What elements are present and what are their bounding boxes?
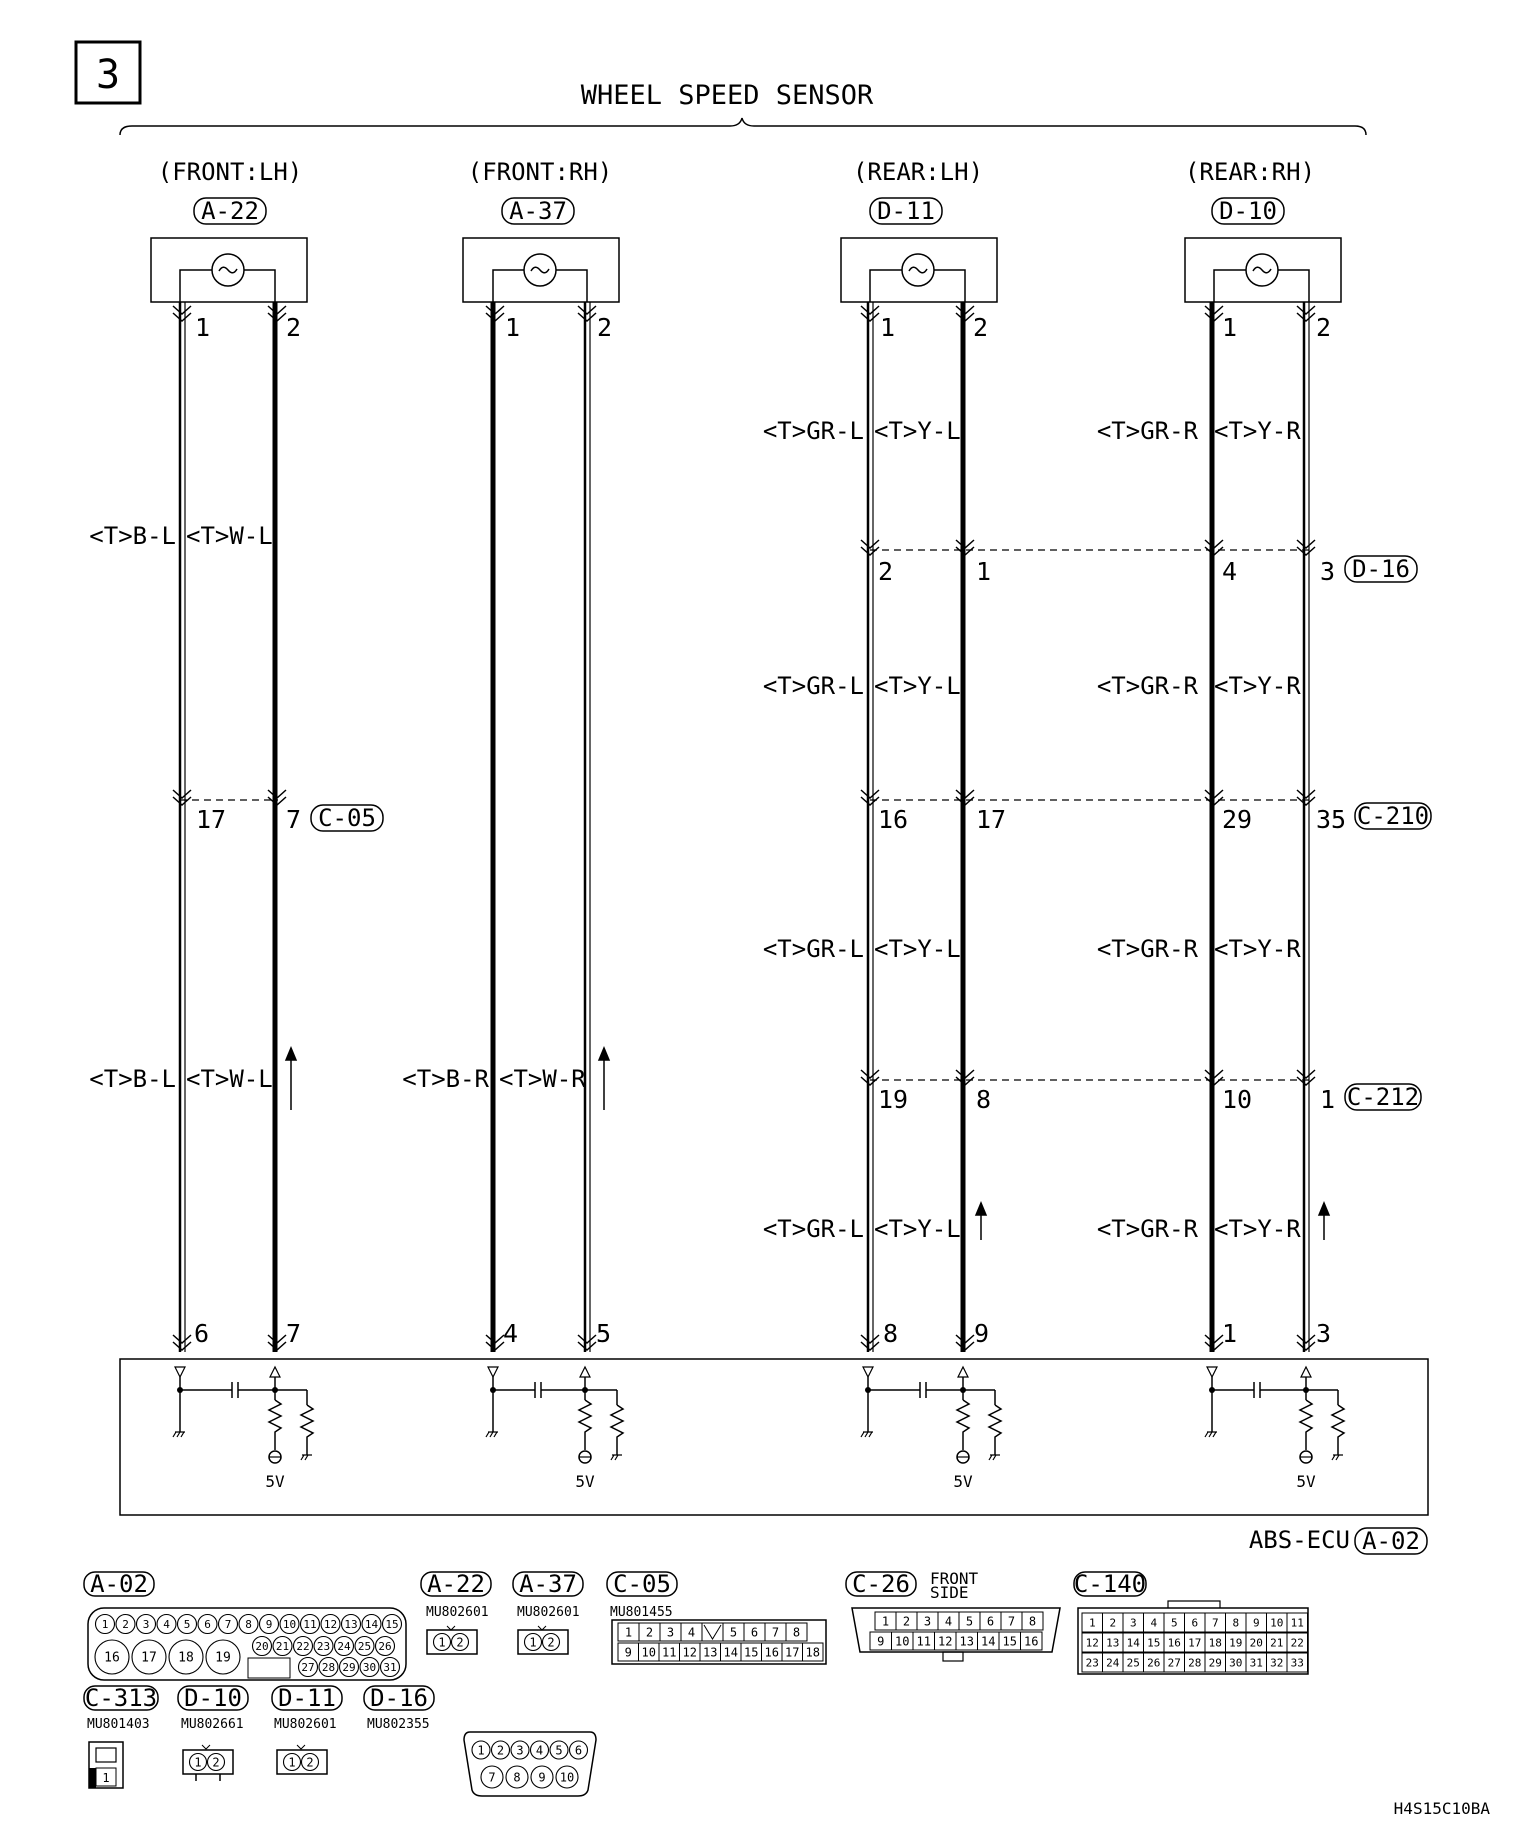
pin-number: 13: [1106, 1636, 1120, 1650]
connector-view-c26: [846, 1569, 1060, 1661]
pin-number: 1: [529, 1635, 537, 1650]
pin-number: 8: [792, 1625, 801, 1640]
pin-number: 3: [923, 1614, 932, 1629]
pin-number: 8: [245, 1617, 252, 1631]
pin-number: 8: [1232, 1616, 1240, 1630]
pin-number: 1: [881, 1614, 890, 1629]
d16-pin-row: [481, 1766, 578, 1788]
ecu-channel-rear-lh: [861, 1367, 1001, 1491]
sine-icon: [1253, 267, 1271, 273]
pin-number: 30: [362, 1660, 377, 1674]
pin-number: 8: [883, 1319, 899, 1348]
pin-number: 22: [1290, 1636, 1304, 1650]
pin-number: 2: [878, 557, 894, 586]
wire-color: <T>Y-R: [1214, 672, 1301, 700]
pin-number: 31: [1249, 1656, 1263, 1670]
pin-number: 16: [1167, 1636, 1181, 1650]
pin-number: 5: [965, 1614, 974, 1629]
ecu-name: ABS-ECU: [1248, 1526, 1350, 1554]
c05-pin-row: [618, 1623, 807, 1641]
pin-number: 24: [1106, 1656, 1120, 1670]
pin-number: 3: [1129, 1616, 1137, 1630]
pin-number: 7: [224, 1617, 232, 1631]
d11-pin-row: [284, 1754, 319, 1771]
pin-number: 10: [1270, 1616, 1284, 1630]
pin-number: 3: [142, 1617, 150, 1631]
pin-number: 14: [364, 1617, 379, 1631]
page-number-box: [76, 42, 140, 103]
wire-color: <T>Y-L: [874, 935, 961, 963]
pin-number: 10: [559, 1770, 575, 1785]
ecu-channel-front-rh: [486, 1367, 623, 1491]
junction-connector-label: C-210: [1356, 802, 1430, 830]
pin-number: 1: [101, 1617, 109, 1631]
pin-number: 1: [438, 1635, 446, 1650]
pin-number: 17: [785, 1645, 800, 1660]
pin-number: 28: [1188, 1656, 1202, 1670]
pin-number: 17: [1188, 1636, 1202, 1650]
pin-number: 13: [959, 1634, 974, 1649]
pin-number: 15: [385, 1617, 399, 1631]
pin-number: 33: [1290, 1656, 1304, 1670]
connector-view-d11: [272, 1684, 342, 1774]
pin-number: 4: [687, 1625, 696, 1640]
sensor-position-label: (REAR:RH): [1184, 158, 1316, 186]
pin-number: 4: [1222, 557, 1238, 586]
page-number: 3: [95, 52, 121, 98]
pin-number: 2: [456, 1635, 464, 1650]
wire-color: <T>Y-L: [874, 672, 961, 700]
connector-view-a37: [513, 1570, 583, 1654]
pin-number: 2: [306, 1755, 314, 1770]
d16-pin-row: [472, 1741, 588, 1759]
pin-number: 19: [1229, 1636, 1243, 1650]
pin-number: 1: [624, 1625, 633, 1640]
pin-number: 1: [194, 1755, 202, 1770]
sensor-box-front-lh: [151, 238, 307, 302]
wire-color: <T>W-R: [499, 1065, 586, 1093]
wire-color: <T>W-L: [186, 522, 273, 550]
connector-view-label: A-02: [90, 1570, 148, 1598]
wire-front-lh-a: [180, 302, 185, 1352]
pin-number: 25: [357, 1639, 372, 1653]
wire-color: <T>GR-R: [1096, 935, 1198, 963]
wire-color: <T>Y-L: [874, 417, 961, 445]
pin-number: 10: [641, 1645, 656, 1660]
sensor-rear-rh: [1185, 158, 1315, 225]
pin-number: 17: [196, 805, 227, 834]
c26-pin-row: [870, 1632, 1042, 1650]
supply-voltage-label: 5V: [1296, 1472, 1316, 1491]
pin-number: 18: [805, 1645, 820, 1660]
connector-note: FRONT: [930, 1569, 979, 1588]
pin-number: 20: [1249, 1636, 1263, 1650]
wire-rear-rh-b: [1304, 302, 1309, 1352]
connector-view-label: D-16: [370, 1684, 428, 1712]
pin-number: 6: [1191, 1616, 1199, 1630]
wire-color: <T>Y-R: [1214, 935, 1301, 963]
sine-icon: [909, 267, 927, 273]
c140-pin-row: [1082, 1633, 1308, 1652]
wire-color: <T>B-L: [89, 522, 176, 550]
ecu-channel-rear-rh: [1205, 1367, 1344, 1491]
pin-number: 21: [275, 1639, 290, 1653]
pin-number: 6: [204, 1617, 211, 1631]
pin-number: 2: [973, 313, 989, 342]
connector-view-a22: [421, 1570, 491, 1654]
pin-number: 15: [1002, 1634, 1017, 1649]
a02-pin-row: [96, 1615, 402, 1634]
pin-number: 30: [1229, 1656, 1243, 1670]
pin-number: 1: [1222, 1319, 1238, 1348]
pin-number: 3: [516, 1743, 524, 1758]
wire-color: <T>GR-L: [762, 672, 864, 700]
pin-number: 18: [178, 1650, 194, 1666]
connector-view-label: C-26: [852, 1570, 910, 1598]
pin-number: 26: [378, 1639, 392, 1653]
wire-color: <T>Y-L: [874, 1215, 961, 1243]
pin-number: 4: [163, 1617, 170, 1631]
pin-number: 19: [878, 1085, 909, 1114]
wire-color: <T>GR-L: [762, 1215, 864, 1243]
pin-number: 5: [729, 1625, 738, 1640]
connector-view-label: D-11: [278, 1684, 336, 1712]
key-block: [248, 1658, 290, 1678]
connector-view-c140: [1074, 1570, 1308, 1674]
wire-color: <T>B-L: [89, 1065, 176, 1093]
pin-number: 16: [764, 1645, 779, 1660]
wire-color: <T>Y-R: [1214, 417, 1301, 445]
pin-number: 4: [535, 1743, 544, 1758]
connector-note: SIDE: [930, 1583, 969, 1602]
pin-number: 9: [1252, 1616, 1260, 1630]
pin-number: 18: [1208, 1636, 1222, 1650]
connector-view-label: A-37: [519, 1570, 577, 1598]
pin-number: 17: [976, 805, 1007, 834]
pin-number: 7: [1007, 1614, 1016, 1629]
diagram-title: WHEEL SPEED SENSOR: [580, 80, 874, 111]
sensor-connector-label: A-37: [509, 197, 567, 225]
pin-number: 29: [1208, 1656, 1222, 1670]
part-number: MU802601: [517, 1605, 580, 1620]
pin-number: 1: [477, 1743, 485, 1758]
sensor-position-label: (FRONT:RH): [467, 158, 613, 186]
pin-number: 7: [286, 1319, 302, 1348]
wire-color: <T>GR-L: [762, 417, 864, 445]
pin-number: 11: [916, 1634, 931, 1649]
pin-number: 12: [1085, 1636, 1099, 1650]
pin-number: 35: [1316, 805, 1347, 834]
pin-number: 13: [344, 1617, 358, 1631]
ecu-channel-front-lh: [173, 1367, 313, 1491]
pin-number: 8: [1028, 1614, 1037, 1629]
supply-voltage-label: 5V: [265, 1472, 285, 1491]
pin-number: 3: [1320, 557, 1336, 586]
pin-number: 1: [102, 1771, 110, 1785]
sensor-connector-label: D-11: [877, 197, 935, 225]
pin-number: 9: [538, 1770, 546, 1785]
part-number: MU801403: [87, 1717, 150, 1732]
sensor-pin-numbers: [195, 313, 1331, 342]
pin-number: 1: [505, 313, 521, 342]
pin-number: 8: [513, 1770, 521, 1785]
sensor-position-label: (FRONT:LH): [157, 158, 303, 186]
wire-front-rh-b: [585, 302, 590, 1352]
pin-number: 10: [1222, 1085, 1253, 1114]
pin-number: 16: [104, 1650, 120, 1666]
pin-number: 12: [682, 1645, 697, 1660]
connector-view-label: C-05: [613, 1570, 671, 1598]
pin-number: 15: [1147, 1636, 1161, 1650]
sensor-connector-label: D-10: [1219, 197, 1277, 225]
wire-color-labels: [89, 417, 1301, 1243]
pin-number: 24: [337, 1639, 351, 1653]
pin-number: 1: [1222, 313, 1238, 342]
wire-color: <T>GR-R: [1096, 1215, 1198, 1243]
pin-number: 6: [750, 1625, 759, 1640]
pin-number: 2: [902, 1614, 911, 1629]
ecu-label: [1249, 1526, 1427, 1555]
wire-color: <T>GR-R: [1096, 417, 1198, 445]
pin-number: 3: [1316, 1319, 1332, 1348]
a02-pin-row: [299, 1658, 400, 1677]
pin-number: 7: [286, 805, 302, 834]
pin-number: 16: [878, 805, 909, 834]
pin-number: 13: [703, 1645, 718, 1660]
pin-number: 16: [1024, 1634, 1039, 1649]
pin-number: 2: [212, 1755, 220, 1770]
connector-view-label: D-10: [184, 1684, 242, 1712]
pin-number: 12: [938, 1634, 953, 1649]
pin-number: 28: [321, 1660, 336, 1674]
pin-number: 17: [141, 1650, 157, 1666]
pin-number: 29: [1222, 805, 1253, 834]
sensor-front-rh: [468, 158, 613, 225]
pin-number: 4: [1150, 1616, 1158, 1630]
pin-number: 6: [574, 1743, 583, 1758]
sensor-position-label: (REAR:LH): [852, 158, 984, 186]
pin-number: 4: [944, 1614, 953, 1629]
pin-number: 2: [645, 1625, 654, 1640]
connector-view-c05: [607, 1570, 826, 1664]
pin-number: 8: [976, 1085, 992, 1114]
pin-number: 9: [624, 1645, 632, 1660]
pin-number: 2: [286, 313, 302, 342]
sensor-connector-label: A-22: [201, 197, 259, 225]
pin-number: 2: [597, 313, 613, 342]
junction-connector-label: C-212: [1346, 1083, 1420, 1111]
pin-number: 7: [771, 1625, 780, 1640]
part-number: MU802601: [274, 1717, 337, 1732]
pin-number: 7: [1211, 1616, 1219, 1630]
connector-view-d10: [178, 1684, 248, 1781]
pin-number: 5: [596, 1319, 612, 1348]
ecu-connector-label: A-02: [1362, 1527, 1420, 1555]
connector-view-label: C-313: [84, 1684, 158, 1712]
pin-number: 9: [265, 1617, 273, 1631]
pin-number: 32: [1270, 1656, 1284, 1670]
pin-number: 6: [194, 1319, 210, 1348]
sensor-box-rear-lh: [841, 238, 997, 302]
pin-number: 14: [723, 1645, 738, 1660]
pin-number: 11: [1290, 1616, 1304, 1630]
connector-view-a02: [84, 1570, 406, 1680]
connector-view-label: A-22: [427, 1570, 485, 1598]
c26-pin-row: [875, 1612, 1043, 1630]
supply-voltage-label: 5V: [953, 1472, 973, 1491]
wire-color: <T>B-R: [402, 1065, 489, 1093]
sine-icon: [531, 267, 549, 273]
pin-number: 14: [1126, 1636, 1140, 1650]
pin-number: 3: [666, 1625, 675, 1640]
wire-color: <T>GR-L: [762, 935, 864, 963]
a37-pin-row: [525, 1634, 560, 1651]
sensor-rear-lh: [853, 158, 983, 225]
pin-number: 1: [1320, 1085, 1336, 1114]
pin-number: 2: [122, 1617, 129, 1631]
pin-number: 23: [1085, 1656, 1099, 1670]
sine-icon: [219, 267, 237, 273]
pin-number: 1: [1088, 1616, 1096, 1630]
part-number: MU802601: [426, 1605, 489, 1620]
pin-number: 2: [1109, 1616, 1117, 1630]
pin-number: 14: [981, 1634, 996, 1649]
connector-view-label: C-140: [1073, 1570, 1147, 1598]
junction-connector-label: D-16: [1352, 555, 1410, 583]
pin-number: 9: [974, 1319, 990, 1348]
ecu-pin-numbers: [194, 1319, 1331, 1348]
junction-c05: [196, 804, 383, 834]
junction-connector-label: C-05: [318, 804, 376, 832]
supply-voltage-label: 5V: [575, 1472, 595, 1491]
pin-number: 5: [183, 1617, 191, 1631]
wire-color: <T>Y-R: [1214, 1215, 1301, 1243]
pin-number: 15: [744, 1645, 759, 1660]
connector-view-c313: [84, 1684, 158, 1788]
pin-number: 1: [288, 1755, 296, 1770]
junction-c212: [878, 1083, 1421, 1114]
part-number: MU801455: [610, 1605, 673, 1620]
pin-number: 23: [316, 1639, 331, 1653]
sensor-box-front-rh: [463, 238, 619, 302]
pin-number: 10: [895, 1634, 910, 1649]
pin-number: 5: [1170, 1616, 1178, 1630]
key-mark: [704, 1625, 721, 1639]
a22-pin-row: [434, 1634, 469, 1651]
pin-number: 29: [342, 1660, 356, 1674]
wire-color: <T>W-L: [186, 1065, 273, 1093]
pin-number: 7: [488, 1770, 496, 1785]
d10-pin-row: [190, 1754, 225, 1771]
pin-number: 1: [880, 313, 896, 342]
part-number: MU802355: [367, 1717, 430, 1732]
pin-number: 19: [215, 1650, 231, 1666]
pin-number: 20: [255, 1639, 269, 1653]
pin-number: 21: [1270, 1636, 1284, 1650]
drawing-code: H4S15C10BA: [1393, 1799, 1490, 1818]
pin-number: 22: [296, 1639, 310, 1653]
title-brace: [120, 118, 1366, 135]
wire-rear-lh-a: [868, 302, 873, 1352]
pin-number: 11: [662, 1645, 677, 1660]
pin-number: 27: [1167, 1656, 1181, 1670]
pin-number: 10: [282, 1617, 297, 1631]
pin-number: 2: [1316, 313, 1332, 342]
pin-number: 12: [323, 1617, 338, 1631]
pin-number: 4: [503, 1319, 519, 1348]
c140-pin-row: [1082, 1653, 1308, 1672]
pin-number: 26: [1147, 1656, 1161, 1670]
sensor-front-lh: [158, 158, 303, 225]
pin-number: 27: [301, 1660, 315, 1674]
abs-ecu-box: [120, 1359, 1428, 1515]
c140-pin-row: [1082, 1613, 1308, 1632]
connector-view-d16: [364, 1684, 596, 1796]
pin-number: 1: [976, 557, 992, 586]
junction-d16: [878, 555, 1417, 586]
pin-number: 2: [547, 1635, 555, 1650]
pin-number: 11: [303, 1617, 317, 1631]
wire-color: <T>GR-R: [1096, 672, 1198, 700]
c05-pin-row: [618, 1643, 823, 1661]
pin-number: 31: [383, 1660, 397, 1674]
pin-number: 25: [1126, 1656, 1140, 1670]
pin-number: 2: [496, 1743, 505, 1758]
pin-number: 6: [986, 1614, 995, 1629]
part-number: MU802661: [181, 1717, 244, 1732]
pin-number: 5: [555, 1743, 563, 1758]
sensor-box-rear-rh: [1185, 238, 1341, 302]
pin-number: 9: [877, 1634, 885, 1649]
pin-number: 1: [195, 313, 211, 342]
